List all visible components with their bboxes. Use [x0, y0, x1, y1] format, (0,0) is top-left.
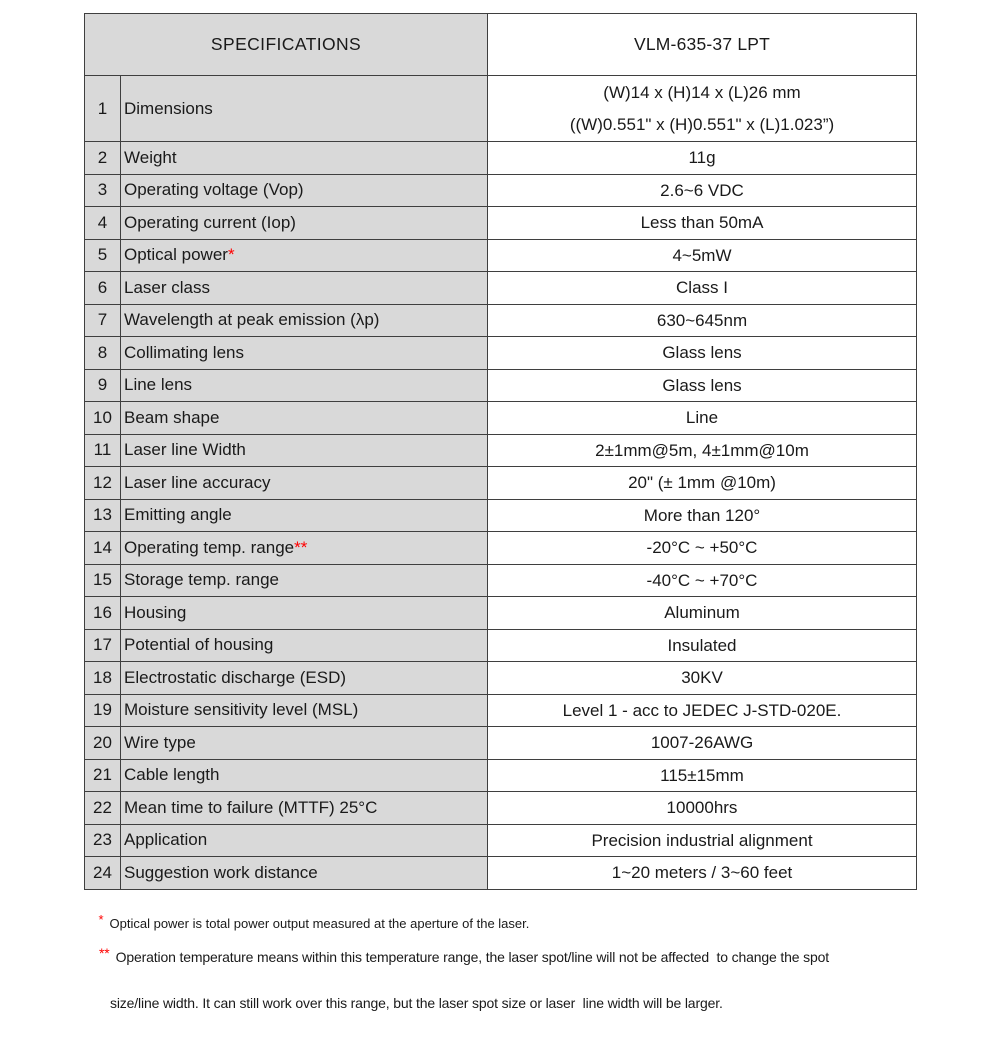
spec-label-cell: Dimensions: [121, 76, 488, 142]
row-number-cell: 6: [85, 272, 121, 305]
table-row: [85, 207, 917, 240]
table-row: [85, 174, 917, 207]
spec-value-cell: -20°C ~ +50°C: [488, 532, 917, 565]
row-number-cell: 24: [85, 857, 121, 890]
spec-label-cell: Suggestion work distance: [121, 857, 488, 890]
table-row: [85, 662, 917, 695]
double-asterisk-marker: **: [98, 945, 110, 961]
row-number-cell: 3: [85, 174, 121, 207]
table-row: [85, 792, 917, 825]
table-row: [85, 304, 917, 337]
spec-label-cell: Operating temp. range**: [121, 532, 488, 565]
spec-value-cell: 1~20 meters / 3~60 feet: [488, 857, 917, 890]
footnote-text: Optical power is total power output measured at the aperture of the laser.: [109, 916, 530, 931]
spec-label-cell: Optical power*: [121, 239, 488, 272]
table-row: [85, 759, 917, 792]
table-row: [85, 694, 917, 727]
spec-value-cell: Level 1 - acc to JEDEC J-STD-020E.: [488, 694, 917, 727]
spec-label-cell: Laser line accuracy: [121, 467, 488, 500]
table-row: [85, 857, 917, 890]
row-number-cell: 10: [85, 402, 121, 435]
row-number-cell: 11: [85, 434, 121, 467]
row-number-cell: 17: [85, 629, 121, 662]
table-row: [85, 142, 917, 175]
spec-value-cell: Class I: [488, 272, 917, 305]
spec-value-cell: -40°C ~ +70°C: [488, 564, 917, 597]
spec-value-cell: [488, 76, 917, 142]
row-number-cell: 16: [85, 597, 121, 630]
spec-label-cell: Emitting angle: [121, 499, 488, 532]
spec-label-cell: Operating current (Iop): [121, 207, 488, 240]
spec-value-cell: Glass lens: [488, 369, 917, 402]
spec-value-cell: 115±15mm: [488, 759, 917, 792]
spec-value-cell: 4~5mW: [488, 239, 917, 272]
spec-value-cell: 1007-26AWG: [488, 727, 917, 760]
spec-value-cell: Precision industrial alignment: [488, 824, 917, 857]
spec-value-line: ((W)0.551" x (H)0.551" x (L)1.023”): [569, 114, 835, 134]
spec-value-cell: 10000hrs: [488, 792, 917, 825]
table-row: [85, 467, 917, 500]
spec-label-cell: Laser class: [121, 272, 488, 305]
row-number-cell: 1: [85, 76, 121, 142]
row-number-cell: 2: [85, 142, 121, 175]
spec-value-cell: 30KV: [488, 662, 917, 695]
table-row: [85, 727, 917, 760]
spec-label-cell: Collimating lens: [121, 337, 488, 370]
spec-label-cell: Moisture sensitivity level (MSL): [121, 694, 488, 727]
table-row: [85, 532, 917, 565]
spec-value-cell: 20" (± 1mm @10m): [488, 467, 917, 500]
red-asterisk: **: [294, 537, 308, 557]
row-number-cell: 9: [85, 369, 121, 402]
row-number-cell: 7: [85, 304, 121, 337]
row-number-cell: 21: [85, 759, 121, 792]
row-number-cell: 14: [85, 532, 121, 565]
row-number-cell: 19: [85, 694, 121, 727]
spec-label-cell: Electrostatic discharge (ESD): [121, 662, 488, 695]
table-row: [85, 402, 917, 435]
spec-value-cell: Aluminum: [488, 597, 917, 630]
footnote-operation-temperature: [84, 933, 984, 1043]
spec-label-cell: Operating voltage (Vop): [121, 174, 488, 207]
row-number-cell: 8: [85, 337, 121, 370]
spec-table: [84, 13, 917, 890]
model-header: VLM-635-37 LPT: [488, 14, 917, 76]
red-asterisk: *: [227, 245, 235, 265]
table-row: [85, 824, 917, 857]
spec-label-cell: Line lens: [121, 369, 488, 402]
spec-value-cell: 2.6~6 VDC: [488, 174, 917, 207]
footnote-text-line1: Operation temperature means within this temperature range, the laser spot/line will not be affected to change the spot: [115, 949, 830, 965]
row-number-cell: 13: [85, 499, 121, 532]
table-row: [85, 239, 917, 272]
spec-label-cell: Beam shape: [121, 402, 488, 435]
table-row: [85, 499, 917, 532]
table-row: [85, 76, 917, 142]
table-row: [85, 434, 917, 467]
spec-label-cell: Cable length: [121, 759, 488, 792]
spec-label-cell: Potential of housing: [121, 629, 488, 662]
spec-value-cell: Less than 50mA: [488, 207, 917, 240]
spec-value-cell: 11g: [488, 142, 917, 175]
row-number-cell: 15: [85, 564, 121, 597]
spec-label-cell: Housing: [121, 597, 488, 630]
table-row: [85, 272, 917, 305]
table-row: [85, 337, 917, 370]
spec-label-cell: Wire type: [121, 727, 488, 760]
spec-value-cell: Line: [488, 402, 917, 435]
row-number-cell: 12: [85, 467, 121, 500]
row-number-cell: 23: [85, 824, 121, 857]
spec-value-cell: Insulated: [488, 629, 917, 662]
spec-label-cell: Storage temp. range: [121, 564, 488, 597]
row-number-cell: 5: [85, 239, 121, 272]
table-row: [85, 597, 917, 630]
spec-value-cell: Glass lens: [488, 337, 917, 370]
row-number-cell: 4: [85, 207, 121, 240]
spec-value-cell: More than 120°: [488, 499, 917, 532]
spec-label-cell: Application: [121, 824, 488, 857]
spec-label-cell: Wavelength at peak emission (λp): [121, 304, 488, 337]
asterisk-marker: *: [98, 912, 104, 927]
header-row: [85, 14, 917, 76]
spec-value-cell: 630~645nm: [488, 304, 917, 337]
spec-label-cell: Laser line Width: [121, 434, 488, 467]
spec-value-cell: 2±1mm@5m, 4±1mm@10m: [488, 434, 917, 467]
specifications-header: SPECIFICATIONS: [85, 14, 488, 76]
table-row: [85, 369, 917, 402]
row-number-cell: 22: [85, 792, 121, 825]
row-number-cell: 20: [85, 727, 121, 760]
spec-label-cell: Mean time to failure (MTTF) 25°C: [121, 792, 488, 825]
spec-value-line: (W)14 x (H)14 x (L)26 mm: [603, 83, 801, 103]
table-row: [85, 564, 917, 597]
row-number-cell: 18: [85, 662, 121, 695]
footnote-text-line2: size/line width. It can still work over this range, but the laser spot size or laser line width will be larger.: [110, 995, 723, 1011]
table-row: [85, 629, 917, 662]
spec-label-cell: Weight: [121, 142, 488, 175]
